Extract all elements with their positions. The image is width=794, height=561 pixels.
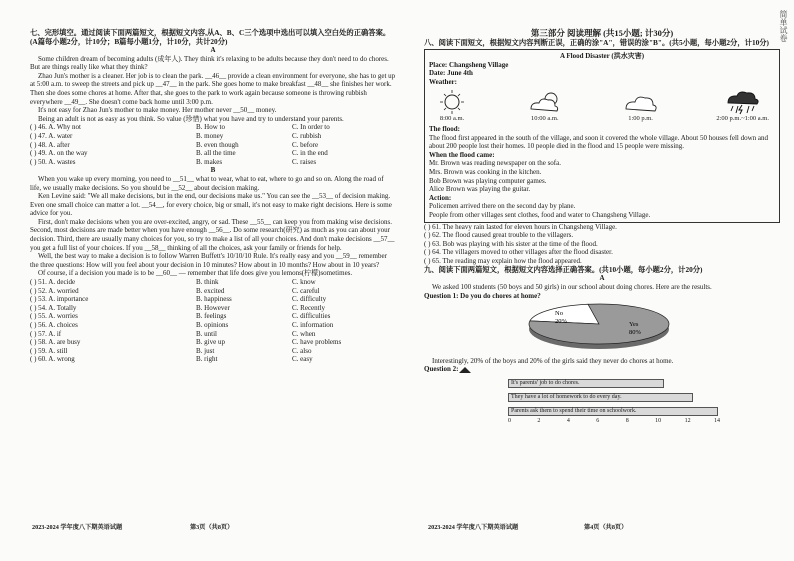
when-item: Mrs. Brown was cooking in the kitchen. <box>429 167 542 176</box>
question-2: Question 2: <box>424 365 459 374</box>
option-row <box>30 312 396 321</box>
flood-title: A Flood Disaster (洪水灾害) <box>559 52 645 60</box>
time-3: 1:00 p.m. <box>628 115 653 123</box>
option-c: C. know <box>292 278 316 287</box>
question-1: Question 1: Do you do chores at home? <box>424 291 541 300</box>
weather-label: Weather: <box>429 77 457 86</box>
flood-label: The flood: <box>429 124 460 133</box>
option-c: C. in the end <box>292 149 328 158</box>
when-item: Alice Brown was playing the guitar. <box>429 185 531 194</box>
option-row <box>30 132 396 141</box>
option-b: B. money <box>196 131 224 140</box>
pie-label-yes: Yes <box>629 321 639 329</box>
when-list <box>429 159 775 193</box>
option-b: B. feelings <box>196 312 227 321</box>
action-item: People from other villages sent clothes, food and water to Changsheng Village. <box>429 210 651 219</box>
option-a: ( ) 53. A. importance <box>30 295 89 304</box>
option-row <box>30 330 396 339</box>
when-item: Bob Brown was playing computer games. <box>429 176 547 185</box>
action-list <box>429 202 775 219</box>
axis-tick: 4 <box>566 418 570 425</box>
axis-tick: 0 <box>508 418 511 425</box>
options-a <box>30 123 396 166</box>
option-b: B. happiness <box>196 295 232 304</box>
pie-chart <box>424 300 780 354</box>
left-page <box>30 28 396 548</box>
section8-heading: 八、阅读下面短文，根据短文内容判断正误，正确的涂"A"，错误的涂"B"。(共5小题，每小题2分，计10分) <box>424 38 769 47</box>
bar-chart <box>508 379 714 416</box>
option-a: ( ) 55. A. worries <box>30 312 78 321</box>
time-1: 8:00 a.m. <box>439 115 465 123</box>
option-b: B. makes <box>196 157 223 166</box>
options-b <box>30 278 396 364</box>
weather-partly-cloudy <box>525 89 565 124</box>
option-a: ( ) 59. A. still <box>30 346 68 355</box>
option-c: C. Recently <box>292 303 326 312</box>
bar-axis-ticks <box>508 416 720 425</box>
bar-1: It's parents' job to do chores. <box>508 379 664 388</box>
option-c: C. raises <box>292 157 317 166</box>
option-b: B. until <box>196 329 218 338</box>
partly-cloudy-icon <box>525 89 565 115</box>
time-2: 10:00 a.m. <box>530 115 559 123</box>
option-row <box>30 149 396 158</box>
pie-label-yes-pct: 80% <box>629 329 641 337</box>
weather-cloudy <box>621 89 661 124</box>
statement: ( ) 65. The reading may explain how the flood appeared. <box>424 256 582 265</box>
option-c: C. have problems <box>292 338 342 347</box>
bar-3: Parents ask them to spend their time on schoolwork. <box>508 407 718 416</box>
passage-9a-label: A <box>599 274 605 283</box>
passage-a-paragraph-4: Being an adult is not as easy as you think. So value (珍惜) what you have and try to understand your parents. <box>38 114 344 123</box>
option-a: ( ) 51. A. decide <box>30 278 76 287</box>
when-label: When the flood came: <box>429 150 495 159</box>
part3-title: 第三部分 阅读理解 (共15小题; 计30分) <box>530 28 674 38</box>
option-a: ( ) 56. A. choices <box>30 321 78 329</box>
side-watermark <box>778 10 792 90</box>
option-b: B. all the time <box>196 149 236 158</box>
option-row <box>30 141 396 150</box>
weather-storm <box>716 89 769 124</box>
option-a: ( ) 52. A. worried <box>30 286 79 295</box>
passage-b <box>30 175 396 278</box>
pie-label-no: No <box>555 310 563 318</box>
after-pie-text: Interestingly, 20% of the boys and 20% of the girls said they never do chores at home. <box>432 356 674 365</box>
thunderstorm-icon <box>723 89 763 115</box>
option-a: ( ) 57. A. if <box>30 329 62 338</box>
option-c: C. In order to <box>292 123 330 132</box>
right-footer-page: 第4页（共8页） <box>584 524 628 531</box>
option-a: ( ) 49. A. on the way <box>30 149 88 158</box>
option-a: ( ) 60. A. wrong <box>30 355 75 364</box>
option-a: ( ) 54. A. Totally <box>30 303 77 312</box>
statement: ( ) 63. Bob was playing with his sister at the time of the flood. <box>424 239 598 248</box>
passage-b-paragraph-4: Well, the best way to make a decision is to follow Warren Buffett's 10/10/10 Rule. It's really easy and you __59__ remember the three questions: How will you feel about your decision in 10 minutes? How about in 10 months? How about in 10 years? <box>30 252 387 269</box>
side-watermark-text: 简单试卷 <box>779 10 788 42</box>
question-2-row <box>424 365 780 374</box>
axis-tick: 10 <box>655 418 662 425</box>
sun-icon <box>435 89 469 115</box>
option-c: C. also <box>292 346 312 355</box>
statement: ( ) 64. The villagers moved to other villages after the flood disaster. <box>424 248 613 257</box>
triangle-icon <box>458 366 472 374</box>
pie-label-no-pct: 20% <box>555 318 567 326</box>
passage-b-label: B <box>210 166 216 175</box>
option-a: ( ) 48. A. after <box>30 140 70 149</box>
option-b: B. just <box>196 346 215 355</box>
passage-a-label: A <box>210 46 216 54</box>
left-footer-page: 第3页（共8页） <box>190 524 234 531</box>
option-row <box>30 321 396 330</box>
passage-b-paragraph-1: When you wake up every morning, you need to __51__ what to wear, what to eat, where to go and so on. Along the road of life, we usually make decisions. So you should be __52__ about decision making. <box>30 174 384 192</box>
place: Place: Changsheng Village <box>429 60 509 69</box>
option-c: C. rubbish <box>292 131 322 140</box>
option-row <box>30 287 396 296</box>
flood-report-box <box>424 49 780 223</box>
axis-tick: 14 <box>714 418 720 425</box>
option-b: B. However <box>196 303 230 312</box>
option-row <box>30 295 396 304</box>
option-c: C. difficulties <box>292 312 331 321</box>
right-footer-title: 2023-2024 学年度八下期英语试题 <box>428 524 519 531</box>
section7-heading: 七、完形填空。通过阅读下面两篇短文，根据短文内容,从A、B、C三个选项中选出可以填入空白处的正确答案。(A篇每小题2分，计10分；B篇每小题1分，计10分，共计20分) <box>30 28 391 46</box>
axis-tick: 2 <box>537 418 541 425</box>
survey-intro: We asked 100 students (50 boys and 50 girls) in our school about doing chores. Here are the results. <box>432 283 712 292</box>
axis-tick: 6 <box>596 418 600 425</box>
option-c: C. information <box>292 321 334 329</box>
option-a: ( ) 46. A. Why not <box>30 123 82 132</box>
option-row <box>30 123 396 132</box>
cloud-icon <box>621 89 661 115</box>
time-4: 2:00 p.m.~1:00 a.m. <box>716 115 769 123</box>
option-b: B. excited <box>196 286 225 295</box>
option-c: C. when <box>292 329 316 338</box>
option-c: C. before <box>292 140 319 149</box>
left-footer-title: 2023-2024 学年度八下期英语试题 <box>32 524 123 531</box>
date: Date: June 4th <box>429 69 473 78</box>
passage-a-paragraph-1: Some children dream of becoming adults (成年人). They think it's relaxing to be adults because they don't need to do chores. But are things really like what they think? <box>30 54 389 72</box>
option-b: B. think <box>196 278 219 287</box>
option-c: C. difficulty <box>292 295 327 304</box>
section9-heading: 九、阅读下面两篇短文，根据短文内容选择正确答案。(共10小题，每小题2分，计20分) <box>424 265 703 275</box>
passage-a <box>30 55 396 124</box>
option-row <box>30 304 396 313</box>
option-row <box>30 338 396 347</box>
option-b: B. opinions <box>196 321 229 329</box>
option-row <box>30 278 396 287</box>
option-row <box>30 347 396 356</box>
option-c: C. easy <box>292 355 313 364</box>
option-b: B. even though <box>196 140 239 149</box>
option-a: ( ) 58. A. are busy <box>30 338 81 347</box>
option-b: B. give up <box>196 338 225 347</box>
option-row <box>30 158 396 167</box>
passage-a-paragraph-2: Zhao Jun's mother is a cleaner. Her job is to clean the park. __46__ provide a clean environment for everyone, she has to get up at 5:00 a.m. to sweep the streets and pick up __47__ in the park. She goes home to make breakfast __48__ she finishes her work. Then she does some chores at home. After that, she goes to the park to work again because someone is throwing rubbish everywhere __49__. She doesn't come back home until 3:00 p.m. <box>30 71 396 106</box>
passage-b-paragraph-5: Of course, if a decision you made is to be __60__ — remember that life does give you lemons(柠檬)sometimes. <box>38 269 353 278</box>
axis-tick: 12 <box>684 418 691 425</box>
statement: ( ) 61. The heavy rain lasted for eleven hours in Changsheng Village. <box>424 222 617 231</box>
weather-row <box>435 89 769 124</box>
option-a: ( ) 50. A. wastes <box>30 157 76 166</box>
passage-b-paragraph-3: First, don't make decisions when you are over-excited, angry, or sad. These __55__ can keep you from making wise decisions. Second, most decisions are made better when you have enough __56__. Do some research(研究) as much as you can about your decision. Third, there are usually many choices for you, so try to make a list of all your choices. And don't make decisions __57__ you get a full list of your choices. If you __58__ thinking of all the choices, ask your family or friends for help. <box>30 217 395 252</box>
flood-text: The flood first appeared in the south of the village, and soon it covered the whole village. About 50 houses fell down and about 200 people lost their homes. 10 people died in the flood and 15 people were missing. <box>429 133 769 151</box>
axis-tick: 8 <box>625 418 629 425</box>
option-row <box>30 355 396 364</box>
action-label: Action: <box>429 193 452 202</box>
statement: ( ) 62. The flood caused great trouble to the villagers. <box>424 231 574 240</box>
passage-a-paragraph-3: It's not easy for Zhao Jun's mother to make money. Her mother never __50__ money. <box>38 106 277 115</box>
option-b: B. How to <box>196 123 225 132</box>
bar-2: They have a lot of homework to do every day. <box>508 393 693 402</box>
option-a: ( ) 47. A. water <box>30 131 73 140</box>
option-c: C. careful <box>292 286 320 295</box>
when-item: Mr. Brown was reading newspaper on the sofa. <box>429 159 561 168</box>
action-item: Policemen arrived there on the second day by plane. <box>429 202 576 211</box>
weather-sunny <box>435 89 469 124</box>
passage-b-paragraph-2: Ken Levine said: "We all make decisions, but in the end, our decisions make us." You can see the __53__ of decision making. Even one small choice can matter a lot. __54__, for every choice, big or small, it's not easy to make right decisions. Here is some advice for you. <box>30 192 392 218</box>
option-b: B. right <box>196 355 218 364</box>
true-false-statements <box>424 223 780 266</box>
right-page <box>424 28 780 548</box>
